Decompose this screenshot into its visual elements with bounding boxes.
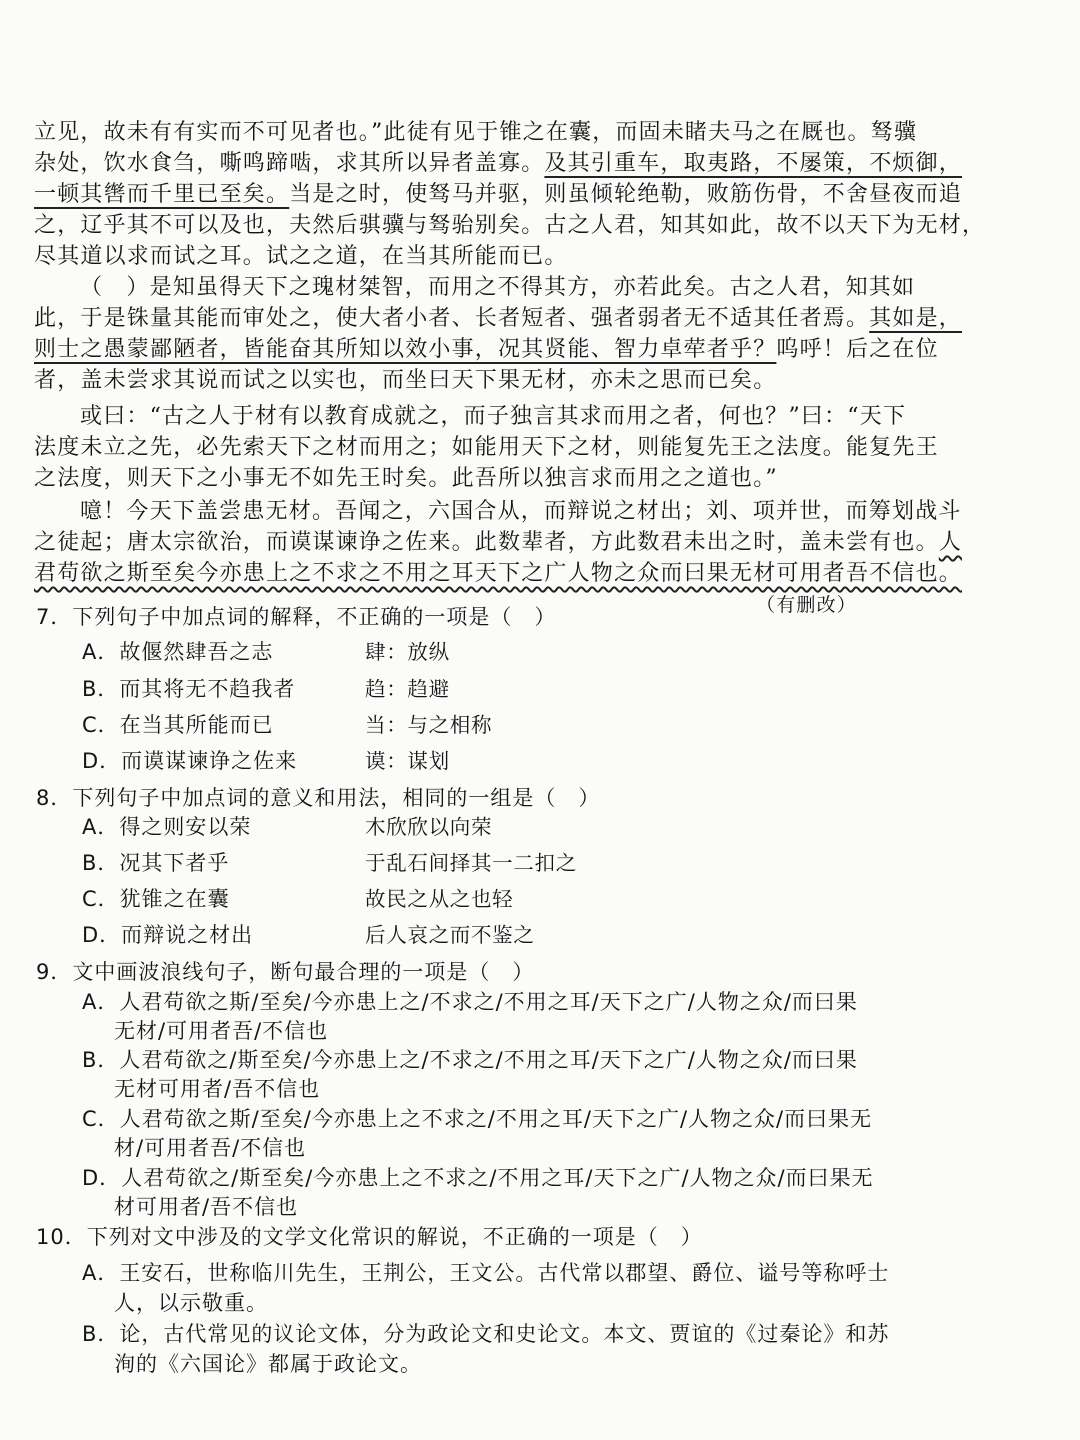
question-9-option-c: C．人君苟欲之斯/至矣/今亦患上之不求之/不用之耳/天下之广/人物之众/而曰果无 bbox=[82, 1107, 873, 1131]
question-9-option-b: B．人君苟欲之/斯至矣/今亦患上之/不求之/不用之耳/天下之广/人物之众/而曰果 bbox=[82, 1048, 858, 1072]
question-7-option-a: A．故偃然肆吾之志 bbox=[82, 640, 274, 664]
passage-line bbox=[34, 180, 962, 210]
passage-line: 或曰：“古之人于材有以教育成就之，而子独言其求而用之者，何也？”曰：“天下 bbox=[80, 404, 907, 429]
passage-line: 之，辽乎其不可以及也，夫然后骐骥与驽骀别矣。古之人君，知其如此，故不以天下为无材， bbox=[34, 213, 986, 238]
passage-line: 尽其道以求而试之耳。试之之道，在当其所能而已。 bbox=[34, 244, 568, 269]
exam-page: 立见，故未有有实而不可见者也。”此徒有见于锥之在囊，而固未睹夫马之在厩也。驽骥 杂处，饮水食刍，嘶鸣蹄啮，求其所以异者盖寡。及其引重车，取夷路，不屡策，不烦御， 一顿其辔而千里已至矣。当是之时，使驽马并驱，则虽倾轮绝勒，败筋伤骨，不舍昼夜而追 之，辽乎其不可以及也，夫然后骐骥与驽骀别矣。古之人君，知其如此，故不以天下为无材， 尽其道以求而试之耳。试之之道，在当其所能而已。 （ ）是知虽得天下之瑰材桀智，而用之不得其方，亦若此矣。古之人君，知其如 此，于是铢量其能而审处之，使大者小者、长者短者、强者弱者无不适其任者焉。其如是， 则士之愚蒙鄙陋者，皆能奋其所知以效小事，况其贤能、智力卓荦者乎？呜呼！后之在位 者，盖未尝求其说而试之以实也，而坐曰天下果无材，亦未之思而已矣。 或曰：“古之人于材有以教育成就之，而子独言其求而用之者，何也？”曰：“天下 法度未立之先，必先索天下之材而用之；如能用天下之材，则能复先王之法度。能复先王 之法度，则天下之小事无不如先王时矣。此吾所以独言求而用之之道也。” 噫！今天下盖尝患无材。吾闻之，六国合从，而辩说之材出；刘、项并世，而筹划战斗 之徒起；唐太宗欲治，而谟谋谏诤之佐来。此数辈者，方此数君未出之时，盖未尝有也。人 君苟欲之斯至矣今亦患上之不求之不用之耳天下之广人物之众而曰果无材可用者吾不信也。 （有删改） 7．下列句子中加点词的解释，不正确的一项是（ ） A．故偃然肆吾之志 肆：放纵 B．而其将无不趋我者 趋：趋避 C．在当其所能而已 当：与之相称 D．而谟谋谏诤之佐来 谟：谋划 8．下列句子中加点词的意义和用法，相同的一组是（ ） A．得之则安以荣 木欣欣以向荣 B．况其下者乎 于乱石间择其一二扣之 C．犹锥之在囊 故民之从之也轻 D．而辩说之材出 后人哀之而不鉴之 9．文中画波浪线句子，断句最合理的一项是（ ） A．人君苟欲之斯/至矣/今亦患上之/不求之/不用之耳/天下之广/人物之众/而曰果 无材/可用者吾/不信也 B．人君苟欲之/斯至矣/今亦患上之/不求之/不用之耳/天下之广/人物之众/而曰果 无材可用者/吾不信也 C．人君苟欲之斯/至矣/今亦患上之不求之/不用之耳/天下之广/人物之众/而曰果无 材/可用者吾/不信也 D．人君苟欲之/斯至矣/今亦患上之不求之/不用之耳/天下之广/人物之众/而曰果无 材可用者/吾不信也 10．下列对文中涉及的文学文化常识的解说，不正确的一项是（ ） A．王安石，世称临川先生，王荆公，王文公。古代常以郡望、爵位、谥号等称呼士 人，以示敬重。 B．论，古代常见的议论文体，分为政论文和史论文。本文、贾谊的《过秦论》和苏 洵的《六国论》都属于政论文。 bbox=[0, 0, 1080, 1440]
passage-line bbox=[34, 335, 939, 365]
question-9-option-b-cont: 无材可用者/吾不信也 bbox=[114, 1077, 321, 1101]
question-8-option-c: C．犹锥之在囊 bbox=[82, 887, 230, 911]
underlined-sentence: 及其引重车，取夷路，不屡策，不烦御， bbox=[544, 151, 963, 176]
question-9-option-a-cont: 无材/可用者吾/不信也 bbox=[114, 1019, 329, 1043]
question-7-option-d: D．而谟谋谏诤之佐来 bbox=[82, 749, 298, 773]
passage-line: 之法度，则天下之小事无不如先王时矣。此吾所以独言求而用之之道也。” bbox=[34, 466, 778, 491]
passage-line bbox=[34, 149, 962, 179]
question-9-stem: 9．文中画波浪线句子，断句最合理的一项是（ ） bbox=[36, 960, 535, 984]
passage-line bbox=[34, 304, 962, 334]
passage-text: 当是之时，使驽马并驱，则虽倾轮绝勒，败筋伤骨，不舍昼夜而追 bbox=[289, 182, 963, 207]
question-7-option-b: B．而其将无不趋我者 bbox=[82, 677, 296, 701]
passage-text: 呜呼！后之在位 bbox=[776, 337, 939, 362]
question-7-stem: 7．下列句子中加点词的解释，不正确的一项是（ ） bbox=[36, 605, 557, 629]
passage-line bbox=[34, 528, 962, 558]
passage-text: 杂处，饮水食刍，嘶鸣蹄啮，求其所以异者盖寡。 bbox=[34, 151, 545, 176]
wavy-underlined-sentence: 人 bbox=[938, 530, 963, 555]
passage-text: 之徒起；唐太宗欲治，而谟谋谏诤之佐来。此数辈者，方此数君未出之时，盖未尝有也。 bbox=[34, 530, 939, 555]
passage-line: （ ）是知虽得天下之瑰材桀智，而用之不得其方，亦若此矣。古之人君，知其如 bbox=[80, 275, 916, 300]
source-note: （有删改） bbox=[756, 594, 858, 616]
wavy-underlined-sentence: 君苟欲之斯至矣今亦患上之不求之不用之耳天下之广人物之众而曰果无材可用者吾不信也。 bbox=[34, 561, 963, 586]
question-9-option-d: D．人君苟欲之/斯至矣/今亦患上之不求之/不用之耳/天下之广/人物之众/而曰果无 bbox=[82, 1166, 874, 1190]
passage-text: 此，于是铢量其能而审处之，使大者小者、长者短者、强者弱者无不适其任者焉。 bbox=[34, 306, 870, 331]
question-10-option-b: B．论，古代常见的议论文体，分为政论文和史论文。本文、贾谊的《过秦论》和苏 bbox=[82, 1322, 890, 1346]
question-8-option-a: A．得之则安以荣 bbox=[82, 815, 252, 839]
underlined-sentence: 则士之愚蒙鄙陋者，皆能奋其所知以效小事，况其贤能、智力卓荦者乎？ bbox=[34, 337, 777, 362]
question-9-option-c-cont: 材/可用者吾/不信也 bbox=[114, 1136, 307, 1160]
passage-line: 噫！今天下盖尝患无材。吾闻之，六国合从，而辩说之材出；刘、项并世，而筹划战斗 bbox=[80, 499, 962, 524]
question-7-option-c: C．在当其所能而已 bbox=[82, 713, 274, 737]
question-10-option-a-cont: 人，以示敬重。 bbox=[114, 1291, 268, 1315]
question-8-option-d: D．而辩说之材出 bbox=[82, 923, 254, 947]
underlined-sentence: 其如是， bbox=[869, 306, 963, 331]
question-10-option-b-cont: 洵的《六国论》都属于政论文。 bbox=[114, 1352, 422, 1376]
passage-line: 者，盖未尝求其说而试之以实也，而坐曰天下果无材，亦未之思而已矣。 bbox=[34, 368, 777, 393]
passage-line: 立见，故未有有实而不可见者也。”此徒有见于锥之在囊，而固未睹夫马之在厩也。驽骥 bbox=[34, 120, 918, 145]
question-9-option-d-cont: 材可用者/吾不信也 bbox=[114, 1195, 299, 1219]
passage-line bbox=[34, 559, 962, 589]
underlined-sentence: 一顿其辔而千里已至矣。 bbox=[34, 182, 290, 207]
question-8-stem: 8．下列句子中加点词的意义和用法，相同的一组是（ ） bbox=[36, 786, 601, 810]
question-8-option-b: B．况其下者乎 bbox=[82, 851, 230, 875]
question-9-option-a: A．人君苟欲之斯/至矣/今亦患上之/不求之/不用之耳/天下之广/人物之众/而曰果 bbox=[82, 990, 858, 1014]
passage-line: 法度未立之先，必先索天下之材而用之；如能用天下之材，则能复先王之法度。能复先王 bbox=[34, 435, 939, 460]
question-10-stem: 10．下列对文中涉及的文学文化常识的解说，不正确的一项是（ ） bbox=[36, 1225, 703, 1249]
question-10-option-a: A．王安石，世称临川先生，王荆公，王文公。古代常以郡望、爵位、谥号等称呼士 bbox=[82, 1261, 890, 1285]
